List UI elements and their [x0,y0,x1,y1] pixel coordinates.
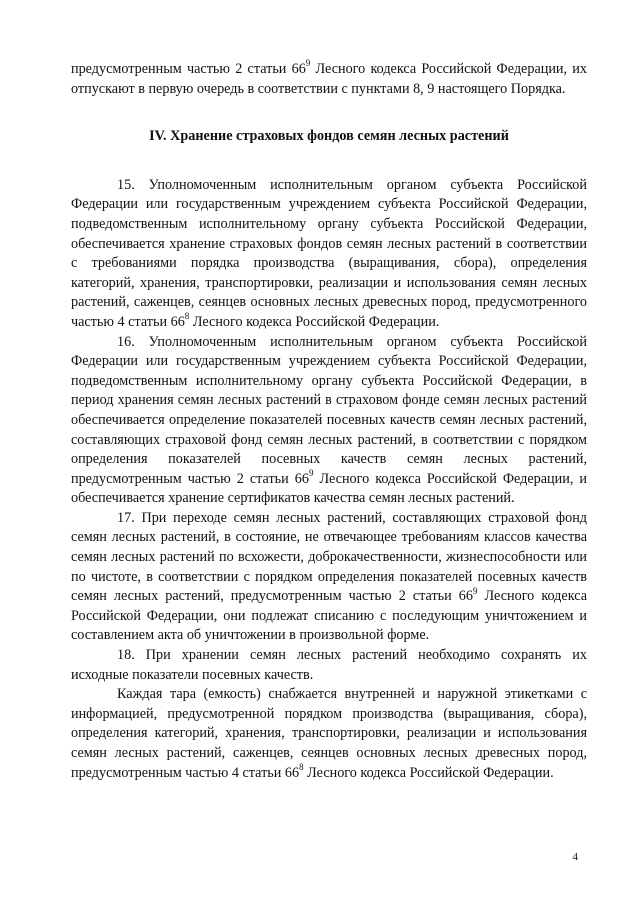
paragraph-18-labels-text: Каждая тара (емкость) снабжается внутренней и наружной этикетками с информацией, предусмотренной порядком производства (выращивания, сбора), определения категорий, хранения, транспортировки, реализации и использования семян лесных растений, саженцев, сеянцев основных лесных древесных пород, предусмотренным частью 4 статьи 66 [71,686,587,781]
paragraph-15 [71,176,587,333]
paragraph-16 [71,333,587,509]
paragraph-16-text-end: Лесного кодекса Российской Федерации, и обеспечивается хранение сертификатов качества семян лесных растений. [71,470,587,507]
superscript: 8 [184,311,190,322]
paragraph-17-text: 17. При переходе семян лесных растений, составляющих страховой фонд семян лесных растений, в состояние, не отвечающее требованиям классов качества семян лесных растений по всхожести, доброкачественности, жизнеспособности или по чистоте, в соответствии с порядком определения показателей посевных качеств семян лесных растений, предусмотренным частью 2 статьи 66 [71,509,587,605]
superscript: 9 [472,585,478,596]
page-number: 4 [572,851,578,863]
section-heading: IV. Хранение страховых фондов семян лесных растений [149,128,509,145]
paragraph-15-text-end: Лесного кодекса Российской Федерации. [189,313,440,330]
paragraph-16-text: 16. Уполномоченным исполнительным органом субъекта Российской Федерации или государственным учреждением субъекта Российской Федерации, подведомственным исполнительному органу субъекта Российской Федерации, в период хранения семян лесных растений в страховом фонде семян лесных растений обеспечивается определение показателей посевных качеств семян лесных растений, составляющих страховой фонд семян лесных растений, в соответствии с порядком определения показателей посевных качеств семян лесных растений, предусмотренным частью 2 статьи 66 [71,333,587,487]
paragraph-18-labels [71,685,587,783]
continuation-text-end: Лесного кодекса Российской Федерации, их отпускают в первую очередь в соответствии с пунктами 8, 9 настоящего Порядка. [71,61,587,97]
continuation-paragraph [71,60,587,99]
paragraph-17-text-end: Лесного кодекса Российской Федерации, они подлежат списанию с последующим уничтожением и составлением акта об уничтожении в произвольной форме. [71,588,587,644]
paragraph-18-labels-text-end: Лесного кодекса Российской Федерации. [303,764,554,781]
continuation-text: предусмотренным частью 2 статьи 66 [71,61,306,77]
paragraph-17 [71,509,587,646]
superscript: 9 [305,58,311,69]
superscript: 9 [308,467,314,478]
paragraph-18: 18. При хранении семян лесных растений необходимо сохранять их исходные показатели посевных качеств. [71,647,587,683]
paragraph-15-text: 15. Уполномоченным исполнительным органом субъекта Российской Федерации или государственным учреждением субъекта Российской Федерации, подведомственным исполнительному органу субъекта Российской Федерации, обеспечивается хранение страховых фондов семян лесных растений в соответствии с требованиями порядка производства (выращивания, сбора), определения категорий, хранения, транспортировки, реализации и использования семян лесных растений, саженцев, сеянцев основных лесных древесных пород, предусмотренного частью 4 статьи 66 [71,176,587,330]
superscript: 8 [299,761,304,772]
